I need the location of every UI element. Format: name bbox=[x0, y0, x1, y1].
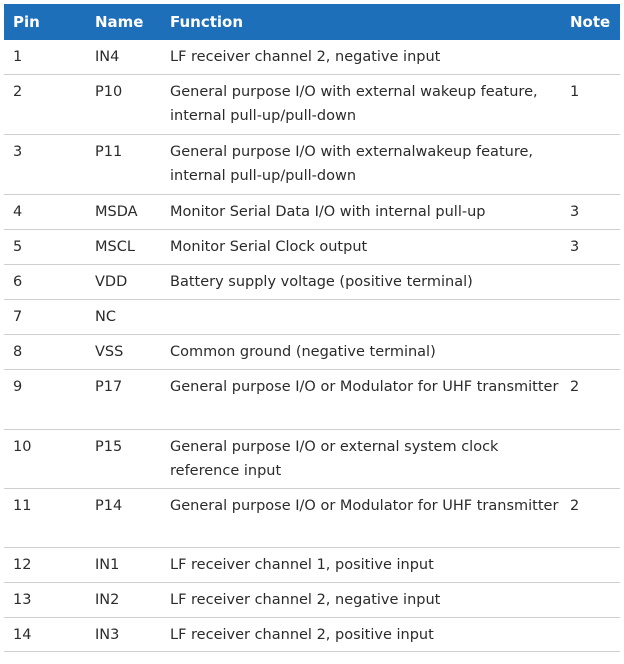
cell-note bbox=[560, 265, 620, 270]
cell-pin: 2 bbox=[13, 84, 23, 100]
table-row bbox=[4, 430, 620, 489]
table-row bbox=[4, 548, 620, 583]
cell-function: General purpose I/O or Modulator for UHF transmitter bbox=[170, 498, 559, 514]
cell-pin: 9 bbox=[13, 379, 23, 395]
header-note: Note bbox=[570, 13, 611, 31]
cell-note: 3 bbox=[570, 204, 580, 220]
cell-name: VSS bbox=[95, 344, 124, 360]
table-row bbox=[4, 335, 620, 370]
pin-table bbox=[4, 4, 620, 652]
cell-function: LF receiver channel 2, negative input bbox=[170, 49, 441, 65]
table-row bbox=[4, 135, 620, 195]
cell-name: P14 bbox=[95, 498, 123, 514]
cell-pin: 14 bbox=[13, 627, 32, 643]
cell-pin: 5 bbox=[13, 239, 23, 255]
cell-pin: 12 bbox=[13, 557, 32, 573]
cell-note: 1 bbox=[570, 84, 580, 100]
cell-note bbox=[560, 135, 620, 140]
cell-pin: 13 bbox=[13, 592, 32, 608]
cell-function bbox=[170, 300, 560, 305]
cell-name: MSCL bbox=[95, 239, 135, 255]
cell-name: P10 bbox=[95, 84, 123, 100]
table-row bbox=[4, 489, 620, 548]
cell-note bbox=[560, 583, 620, 588]
cell-note bbox=[560, 430, 620, 435]
table-row bbox=[4, 195, 620, 230]
header-function: Function bbox=[170, 13, 244, 31]
cell-function: General purpose I/O or Modulator for UHF transmitter bbox=[170, 379, 559, 395]
cell-note: 2 bbox=[570, 498, 580, 514]
table-row bbox=[4, 230, 620, 265]
cell-name: MSDA bbox=[95, 204, 138, 220]
cell-name: P15 bbox=[95, 439, 123, 455]
cell-note bbox=[560, 548, 620, 553]
cell-note bbox=[560, 40, 620, 45]
header-pin: Pin bbox=[13, 13, 40, 31]
cell-name: IN3 bbox=[95, 627, 120, 643]
table-row bbox=[4, 75, 620, 135]
table-row bbox=[4, 370, 620, 430]
cell-name: P11 bbox=[95, 144, 123, 160]
cell-note bbox=[560, 335, 620, 340]
table-row bbox=[4, 40, 620, 75]
cell-name: IN2 bbox=[95, 592, 120, 608]
table-row bbox=[4, 583, 620, 618]
cell-name: VDD bbox=[95, 274, 128, 290]
header-name: Name bbox=[95, 13, 144, 31]
cell-function: LF receiver channel 2, negative input bbox=[170, 592, 441, 608]
cell-note bbox=[560, 618, 620, 623]
cell-name: IN1 bbox=[95, 557, 120, 573]
cell-pin: 6 bbox=[13, 274, 23, 290]
cell-function: Monitor Serial Clock output bbox=[170, 239, 368, 255]
cell-name: NC bbox=[95, 309, 116, 325]
cell-pin: 8 bbox=[13, 344, 23, 360]
cell-note bbox=[560, 300, 620, 305]
table-row bbox=[4, 618, 620, 652]
cell-pin: 7 bbox=[13, 309, 23, 325]
cell-function: General purpose I/O or external system clock reference input bbox=[170, 439, 499, 479]
table-row bbox=[4, 300, 620, 335]
table-header bbox=[4, 4, 620, 40]
cell-pin: 11 bbox=[13, 498, 32, 514]
cell-pin: 1 bbox=[13, 49, 23, 65]
cell-function: LF receiver channel 2, positive input bbox=[170, 627, 434, 643]
cell-note: 3 bbox=[570, 239, 580, 255]
cell-function: Battery supply voltage (positive terminal) bbox=[170, 274, 473, 290]
cell-note: 2 bbox=[570, 379, 580, 395]
cell-name: P17 bbox=[95, 379, 123, 395]
cell-function: General purpose I/O with externalwakeup feature, internal pull-up/pull-down bbox=[170, 144, 533, 184]
table-row bbox=[4, 265, 620, 300]
cell-pin: 3 bbox=[13, 144, 23, 160]
cell-function: General purpose I/O with external wakeup feature, internal pull-up/pull-down bbox=[170, 84, 538, 124]
cell-function: LF receiver channel 1, positive input bbox=[170, 557, 434, 573]
cell-function: Monitor Serial Data I/O with internal pull-up bbox=[170, 204, 486, 220]
cell-pin: 4 bbox=[13, 204, 23, 220]
cell-pin: 10 bbox=[13, 439, 32, 455]
cell-function: Common ground (negative terminal) bbox=[170, 344, 436, 360]
cell-name: IN4 bbox=[95, 49, 120, 65]
